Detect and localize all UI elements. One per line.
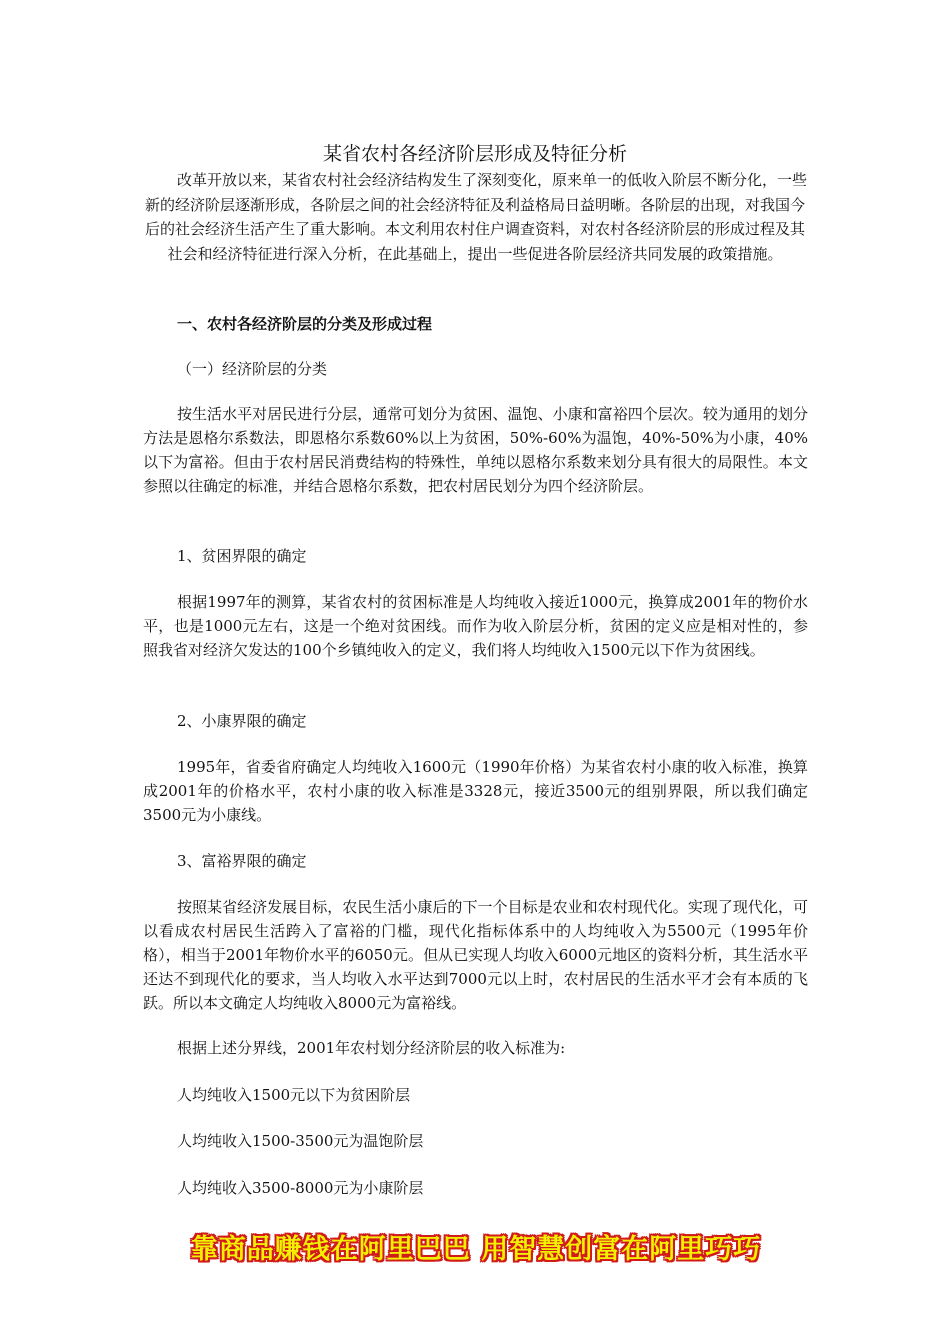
subsection-heading: （一）经济阶层的分类 [177, 360, 328, 378]
section-heading: 一、农村各经济阶层的分类及形成过程 [177, 315, 433, 333]
classification-paragraph: 按生活水平对居民进行分层，通常可划分为贫困、温饱、小康和富裕四个层次。较为通用的划分方法是恩格尔系数法，即恩格尔系数60%以上为贫困，50%-60%为温饱，40%-50%为小康，40%以下为富裕。但由于农村居民消费结构的特殊性，单纯以恩格尔系数来划分具有很大的局限性。本文参照以往确定的标准，并结合恩格尔系数，把农村居民划分为四个经济阶层。 [143, 405, 808, 495]
standard-item-poor: 人均纯收入1500元以下为贫困阶层 [177, 1086, 411, 1104]
abstract-paragraph: 改革开放以来，某省农村社会经济结构发生了深刻变化，原来单一的低收入阶层不断分化，一些新的经济阶层逐渐形成，各阶层之间的社会经济特征及利益格局日益明晰。各阶层的出现，对我国今后的社会经济生活产生了重大影响。本文利用农村住户调查资料，对农村各经济阶层的形成过程及其社会和经济特征进行深入分析，在此基础上，提出一些促进各阶层经济共同发展的政策措施。 [144, 171, 807, 263]
standard-item-subsistence: 人均纯收入1500-3500元为温饱阶层 [177, 1132, 424, 1150]
document-title: 某省农村各经济阶层形成及特征分析 [322, 143, 627, 165]
poverty-paragraph: 根据1997年的测算，某省农村的贫困标准是人均纯收入接近1000元，换算成2001年的物价水平，也是1000元左右，这是一个绝对贫困线。而作为收入阶层分析，贫困的定义应是相对性的，参照我省对经济欠发达的100个乡镇纯收入的定义，我们将人均纯收入1500元以下作为贫困线。 [143, 593, 808, 659]
xiaokang-paragraph: 1995年，省委省府确定人均纯收入1600元（1990年价格）为某省农村小康的收入标准，换算成2001年的价格水平，农村小康的收入标准是3328元，接近3500元的组别界限，所以我们确定3500元为小康线。 [143, 758, 808, 824]
standard-intro-paragraph: 根据上述分界线，2001年农村划分经济阶层的收入标准为: [177, 1039, 566, 1057]
advertisement-banner[interactable]: 靠商品赚钱在阿里巴巴 用智慧创富在阿里巧巧 [190, 1234, 762, 1265]
item-heading-wealthy: 3、富裕界限的确定 [177, 852, 307, 870]
wealthy-paragraph: 按照某省经济发展目标，农民生活小康后的下一个目标是农业和农村现代化。实现了现代化，可以看成农村居民生活跨入了富裕的门槛，现代化指标体系中的人均纯收入为5500元（1995年价格），相当于2001年物价水平的6050元。但从已实现人均收入6000元地区的资料分析，其生活水平还达不到现代化的要求，当人均收入水平达到7000元以上时，农村居民的生活水平才会有本质的飞跃。所以本文确定人均纯收入8000元为富裕线。 [143, 898, 808, 1012]
item-heading-xiaokang: 2、小康界限的确定 [177, 712, 307, 730]
standard-item-xiaokang: 人均纯收入3500-8000元为小康阶层 [177, 1179, 424, 1197]
item-heading-poverty: 1、贫困界限的确定 [177, 547, 307, 565]
